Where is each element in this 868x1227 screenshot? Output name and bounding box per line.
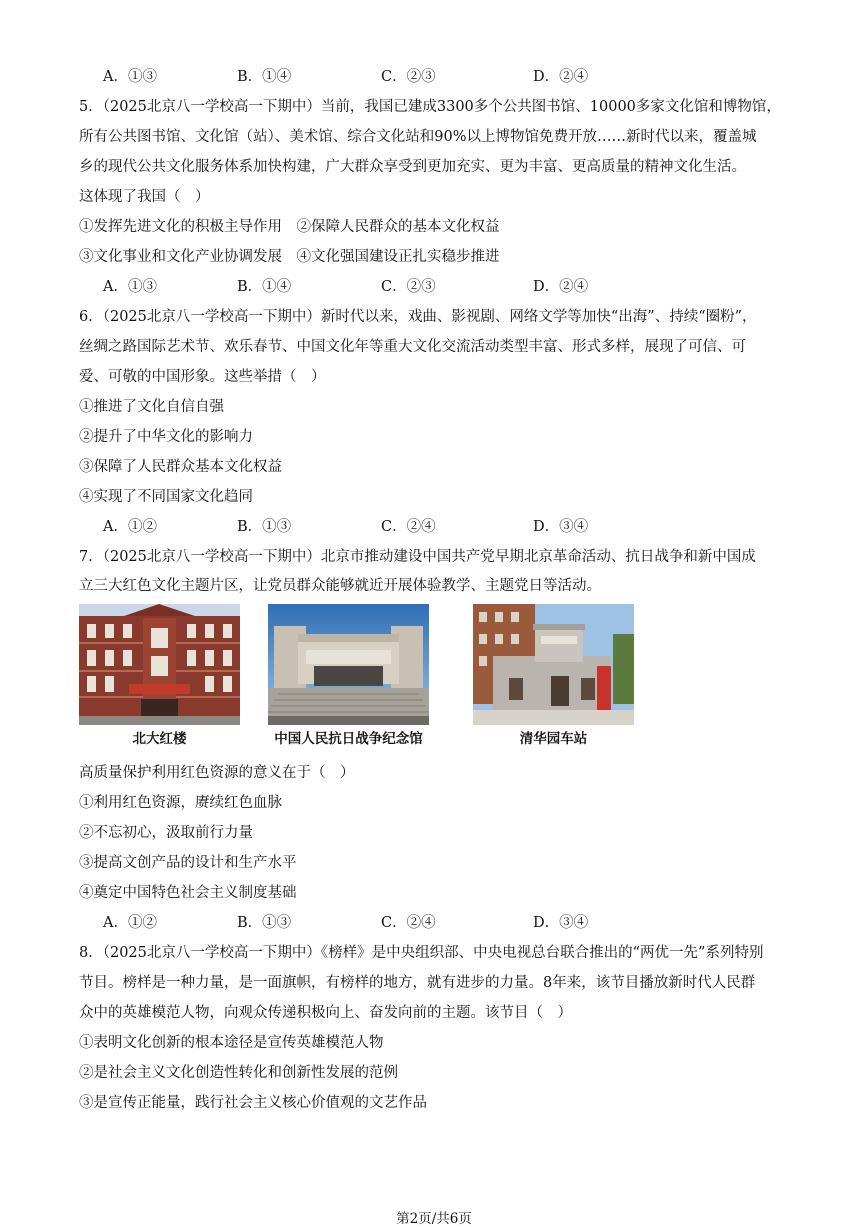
- q6-option-b: B．①③: [237, 519, 292, 535]
- q5-option-c: C．②③: [381, 279, 436, 295]
- q5-stem-line: 乡的现代公共文化服务体系加快构建，广大群众享受到更加充实、更为丰富、更高质量的精神文化生活。: [79, 159, 746, 175]
- q5-options: [103, 277, 803, 297]
- q4-option-b: B．①④: [237, 69, 292, 85]
- q8-stem-line: 8．（2025北京八一学校高一下期中）《榜样》是中央组织部、中央电视总台联合推出的“两优一先”系列特别: [79, 945, 764, 961]
- q5-stem-line: 所有公共图书馆、文化馆（站）、美术馆、综合文化站和90%以上博物馆免费开放……新时代以来，覆盖城: [79, 129, 757, 145]
- photo-caption: 北大红楼: [132, 731, 187, 747]
- q6-stem-line: 丝绸之路国际艺术节、欢乐春节、中国文化年等重大文化交流活动类型丰富、形式多样，展现了可信、可: [79, 339, 746, 355]
- q7-statement: ①利用红色资源，赓续红色血脉: [79, 795, 282, 811]
- q6-statement: ①推进了文化自信自强: [79, 399, 224, 415]
- q7-statement: ②不忘初心，汲取前行力量: [79, 825, 253, 841]
- q8-stem-line: 节目。榜样是一种力量，是一面旗帜，有榜样的地方，就有进步的力量。8年来，该节目播放新时代人民群: [79, 975, 756, 991]
- q6-option-d: D．③④: [533, 519, 589, 535]
- q4-option-a: A．①③: [103, 69, 157, 85]
- photo-caption: 清华园车站: [519, 731, 588, 747]
- q4-option-d: D．②④: [533, 69, 589, 85]
- page-footer: 第2页/共6页: [396, 1211, 472, 1227]
- q6-option-c: C．②④: [381, 519, 436, 535]
- q5-statement: ①发挥先进文化的积极主导作用 ②保障人民群众的基本文化权益: [79, 219, 500, 235]
- q6-options: [103, 517, 803, 537]
- q7-stem-line: 立三大红色文化主题片区，让党员群众能够就近开展体验教学、主题党日等活动。: [79, 578, 601, 594]
- q7-stem-line: 7．（2025北京八一学校高一下期中）北京市推动建设中国共产党早期北京革命活动、抗日战争和新中国成: [79, 549, 756, 565]
- q5-stem-line: 这体现了我国（ ）: [79, 189, 210, 205]
- q7-option-d: D．③④: [533, 915, 589, 931]
- photo-peking-university-red-building: [79, 604, 240, 725]
- q8-statement: ②是社会主义文化创造性转化和创新性发展的范例: [79, 1065, 398, 1081]
- q7-option-a: A．①②: [103, 915, 157, 931]
- q7-option-b: B．①③: [237, 915, 292, 931]
- q5-statement: ③文化事业和文化产业协调发展 ④文化强国建设正扎实稳步推进: [79, 249, 500, 265]
- q5-stem-line: 5．（2025北京八一学校高一下期中）当前，我国已建成3300多个公共图书馆、10000多家文化馆和博物馆，: [79, 99, 781, 115]
- q4-option-c: C．②③: [381, 69, 436, 85]
- photo-anti-japanese-war-memorial: [268, 604, 429, 725]
- q5-option-a: A．①③: [103, 279, 157, 295]
- q7-statement: ④奠定中国特色社会主义制度基础: [79, 885, 297, 901]
- q6-statement: ④实现了不同国家文化趋同: [79, 489, 253, 505]
- q4-options: [103, 67, 803, 87]
- q6-stem-line: 6．（2025北京八一学校高一下期中）新时代以来，戏曲、影视剧、网络文学等加快“出海”、持续“圈粉”，: [79, 309, 757, 325]
- q8-statement: ③是宣传正能量，践行社会主义核心价值观的文艺作品: [79, 1095, 427, 1111]
- photo-caption: 中国人民抗日战争纪念馆: [274, 731, 423, 747]
- q7-options: [103, 913, 803, 933]
- q7-option-c: C．②④: [381, 915, 436, 931]
- q8-stem-line: 众中的英雄模范人物，向观众传递积极向上、奋发向前的主题。该节目（ ）: [79, 1005, 572, 1021]
- q7-question: 高质量保护利用红色资源的意义在于（ ）: [79, 765, 355, 781]
- q6-statement: ②提升了中华文化的影响力: [79, 429, 253, 445]
- photo-tsinghua-station: [473, 604, 634, 725]
- q8-statement: ①表明文化创新的根本途径是宣传英雄模范人物: [79, 1035, 384, 1051]
- q7-statement: ③提高文创产品的设计和生产水平: [79, 855, 297, 871]
- q6-stem-line: 爱、可敬的中国形象。这些举措（ ）: [79, 369, 326, 385]
- q5-option-d: D．②④: [533, 279, 589, 295]
- q6-option-a: A．①②: [103, 519, 157, 535]
- q5-option-b: B．①④: [237, 279, 292, 295]
- q6-statement: ③保障了人民群众基本文化权益: [79, 459, 282, 475]
